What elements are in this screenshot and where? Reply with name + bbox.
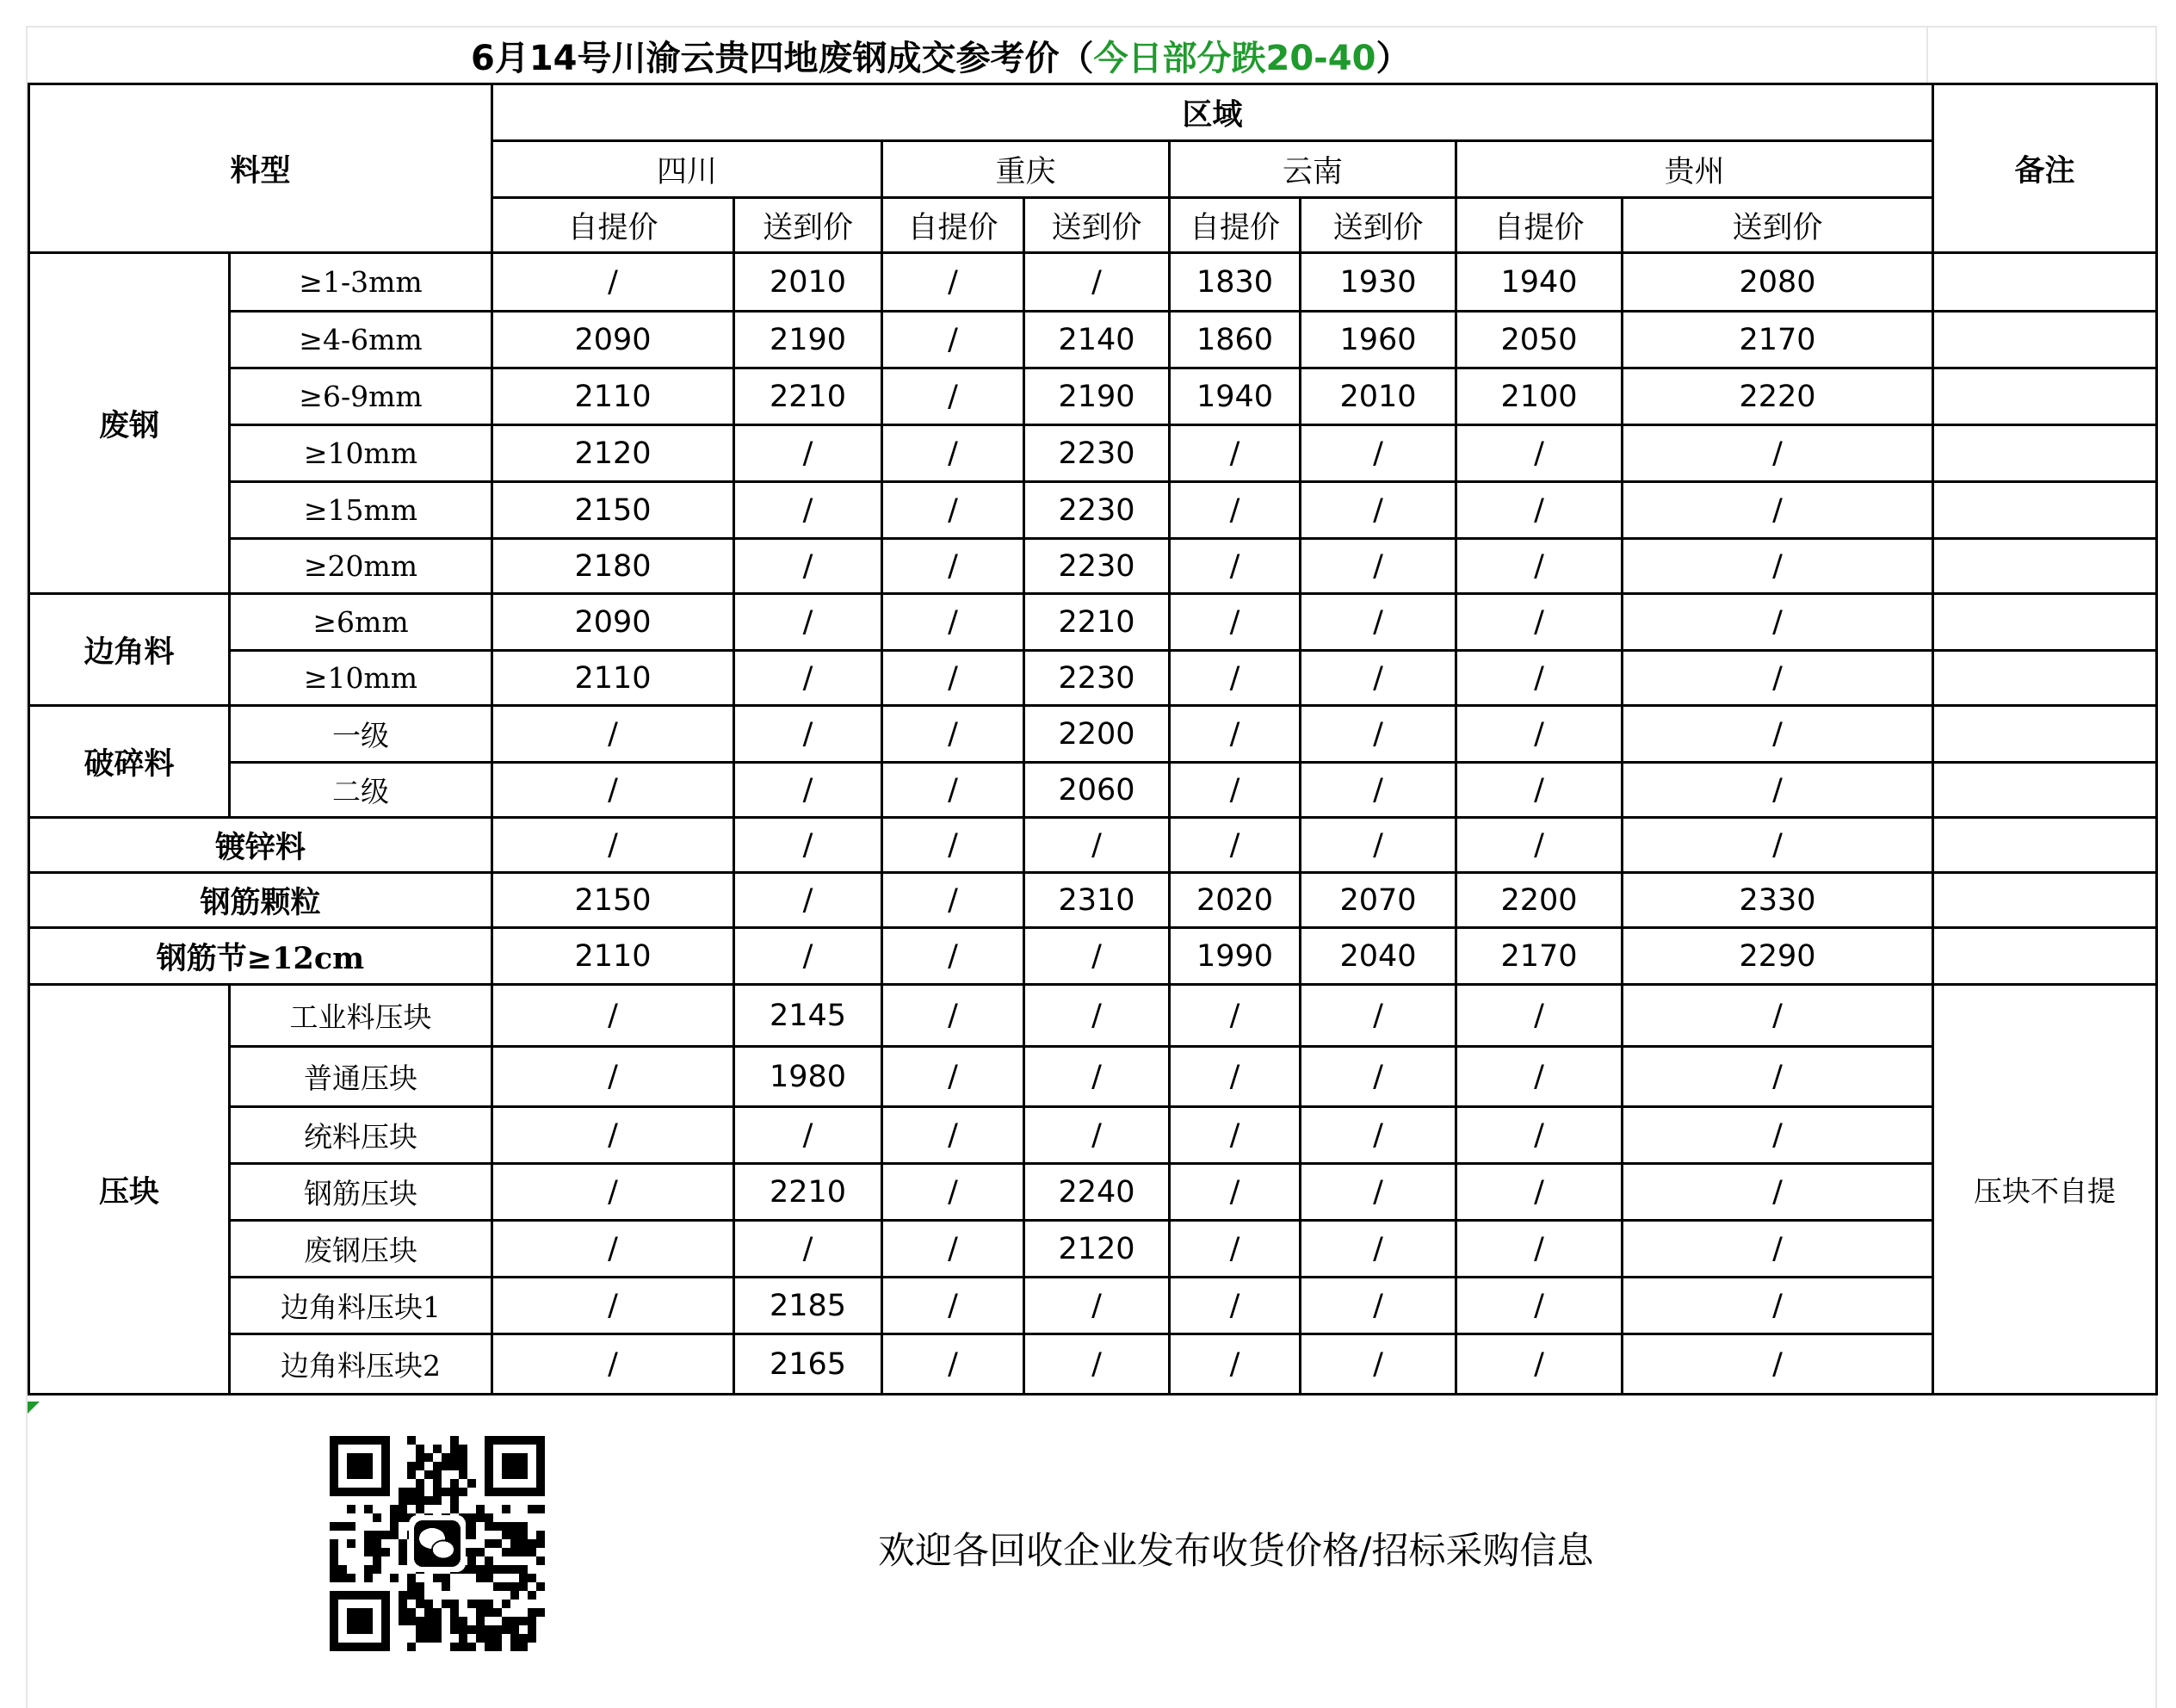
- price-cell: 2010: [1301, 368, 1456, 425]
- remarks-cell: [1933, 312, 2157, 368]
- price-cell: 2010: [734, 253, 882, 312]
- price-cell: 2240: [1024, 1164, 1170, 1221]
- material-type-cell: ≥1-3mm: [230, 253, 492, 312]
- table-row: [29, 1334, 2157, 1395]
- empty-price-cell: /: [1623, 594, 1933, 651]
- price-cell: 2230: [1024, 651, 1170, 706]
- empty-price-cell: /: [1301, 818, 1456, 873]
- material-type-cell: 边角料压块1: [230, 1278, 492, 1334]
- remarks-cell: [1933, 253, 2157, 312]
- empty-price-cell: /: [882, 1334, 1024, 1395]
- empty-price-cell: /: [734, 651, 882, 706]
- empty-price-cell: /: [1301, 763, 1456, 818]
- empty-price-cell: /: [492, 706, 734, 763]
- empty-price-cell: /: [1170, 1164, 1301, 1221]
- region-name: 四川: [492, 141, 882, 198]
- price-cell: 2040: [1301, 928, 1456, 985]
- empty-price-cell: /: [1623, 425, 1933, 482]
- price-cell: 1990: [1170, 928, 1301, 985]
- price-cell: 2230: [1024, 482, 1170, 539]
- empty-price-cell: /: [882, 425, 1024, 482]
- price-cell: 2290: [1623, 928, 1933, 985]
- material-type-cell: 普通压块: [230, 1047, 492, 1107]
- remarks-cell: [1933, 763, 2157, 818]
- remarks-cell: [1933, 928, 2157, 985]
- table-row: [29, 1221, 2157, 1278]
- empty-price-cell: /: [882, 312, 1024, 368]
- price-cell: 2210: [1024, 594, 1170, 651]
- empty-price-cell: /: [1623, 1334, 1933, 1395]
- price-cell: 2165: [734, 1334, 882, 1395]
- price-cell: 2020: [1170, 873, 1301, 928]
- empty-price-cell: /: [734, 873, 882, 928]
- empty-price-cell: /: [492, 985, 734, 1047]
- empty-price-cell: /: [1301, 1047, 1456, 1107]
- empty-price-cell: /: [1301, 594, 1456, 651]
- empty-price-cell: /: [1301, 985, 1456, 1047]
- category-cell: 边角料: [29, 594, 230, 706]
- table-row: [29, 1164, 2157, 1221]
- empty-price-cell: /: [492, 763, 734, 818]
- price-cell: 2190: [1024, 368, 1170, 425]
- empty-price-cell: /: [1170, 425, 1301, 482]
- price-cell: 2145: [734, 985, 882, 1047]
- empty-price-cell: /: [1456, 425, 1623, 482]
- material-type-cell: ≥20mm: [230, 539, 492, 594]
- delivered-header: 送到价: [734, 198, 882, 253]
- self-pickup-header: 自提价: [1456, 198, 1623, 253]
- empty-price-cell: /: [1170, 763, 1301, 818]
- empty-price-cell: /: [734, 706, 882, 763]
- empty-price-cell: /: [1170, 539, 1301, 594]
- empty-price-cell: /: [1623, 818, 1933, 873]
- material-type-cell: 一级: [230, 706, 492, 763]
- empty-price-cell: /: [492, 253, 734, 312]
- empty-price-cell: /: [1170, 651, 1301, 706]
- material-type-cell: 废钢压块: [230, 1221, 492, 1278]
- empty-price-cell: /: [1456, 539, 1623, 594]
- empty-price-cell: /: [1623, 482, 1933, 539]
- self-pickup-header: 自提价: [492, 198, 734, 253]
- footer-message: 欢迎各回收企业发布收货价格/招标采购信息: [878, 1530, 1594, 1573]
- empty-price-cell: /: [1456, 763, 1623, 818]
- remarks-header: 备注: [1933, 84, 2157, 253]
- table-row: [29, 651, 2157, 706]
- price-table: [28, 83, 2158, 1395]
- price-cell: 2090: [492, 312, 734, 368]
- material-type-header: 料型: [29, 84, 492, 253]
- empty-price-cell: /: [1170, 482, 1301, 539]
- remarks-cell: [1933, 425, 2157, 482]
- empty-price-cell: /: [882, 539, 1024, 594]
- empty-price-cell: /: [734, 928, 882, 985]
- empty-price-cell: /: [492, 1107, 734, 1164]
- empty-price-cell: /: [1623, 651, 1933, 706]
- empty-price-cell: /: [1456, 818, 1623, 873]
- empty-price-cell: /: [1170, 706, 1301, 763]
- remarks-cell: [1933, 594, 2157, 651]
- self-pickup-header: 自提价: [1170, 198, 1301, 253]
- empty-price-cell: /: [1170, 1334, 1301, 1395]
- empty-price-cell: /: [882, 985, 1024, 1047]
- empty-price-cell: /: [1024, 253, 1170, 312]
- empty-price-cell: /: [492, 1047, 734, 1107]
- category-cell: 钢筋颗粒: [29, 873, 492, 928]
- category-cell: 镀锌料: [29, 818, 492, 873]
- region-name: 云南: [1170, 141, 1456, 198]
- empty-price-cell: /: [734, 594, 882, 651]
- price-cell: 2330: [1623, 873, 1933, 928]
- empty-price-cell: /: [882, 818, 1024, 873]
- category-cell: 压块: [29, 985, 230, 1395]
- empty-price-cell: /: [882, 1221, 1024, 1278]
- empty-price-cell: /: [1623, 1107, 1933, 1164]
- remarks-cell: [1933, 482, 2157, 539]
- table-row: [29, 928, 2157, 985]
- empty-price-cell: /: [1170, 1107, 1301, 1164]
- empty-price-cell: /: [492, 1278, 734, 1334]
- empty-price-cell: /: [1456, 1047, 1623, 1107]
- empty-price-cell: /: [1024, 985, 1170, 1047]
- empty-price-cell: /: [734, 1221, 882, 1278]
- empty-price-cell: /: [1301, 651, 1456, 706]
- empty-price-cell: /: [1024, 1334, 1170, 1395]
- empty-price-cell: /: [1301, 482, 1456, 539]
- material-type-cell: 工业料压块: [230, 985, 492, 1047]
- empty-price-cell: /: [1456, 1278, 1623, 1334]
- price-cell: 2110: [492, 928, 734, 985]
- empty-price-cell: /: [1301, 706, 1456, 763]
- delivered-header: 送到价: [1301, 198, 1456, 253]
- price-cell: 2080: [1623, 253, 1933, 312]
- table-row: [29, 1107, 2157, 1164]
- price-cell: 1860: [1170, 312, 1301, 368]
- price-cell: 2110: [492, 368, 734, 425]
- empty-price-cell: /: [1623, 1047, 1933, 1107]
- wechat-icon: [414, 1520, 461, 1567]
- empty-price-cell: /: [882, 1107, 1024, 1164]
- price-cell: 2070: [1301, 873, 1456, 928]
- empty-price-cell: /: [882, 482, 1024, 539]
- price-cell: 1930: [1301, 253, 1456, 312]
- table-row: [29, 539, 2157, 594]
- empty-price-cell: /: [1623, 763, 1933, 818]
- category-cell: 废钢: [29, 253, 230, 594]
- table-row: [29, 368, 2157, 425]
- remarks-cell: [1933, 651, 2157, 706]
- region-name: 重庆: [882, 141, 1170, 198]
- price-cell: 2200: [1456, 873, 1623, 928]
- empty-price-cell: /: [1456, 985, 1623, 1047]
- material-type-cell: ≥10mm: [230, 651, 492, 706]
- price-cell: 1830: [1170, 253, 1301, 312]
- self-pickup-header: 自提价: [882, 198, 1024, 253]
- price-cell: 1940: [1170, 368, 1301, 425]
- empty-price-cell: /: [1301, 1107, 1456, 1164]
- empty-price-cell: /: [1456, 651, 1623, 706]
- material-type-cell: ≥6mm: [230, 594, 492, 651]
- price-cell: 2210: [734, 1164, 882, 1221]
- empty-price-cell: /: [1623, 1221, 1933, 1278]
- empty-price-cell: /: [734, 818, 882, 873]
- table-row: [29, 985, 2157, 1047]
- price-cell: 2150: [492, 482, 734, 539]
- price-cell: 1940: [1456, 253, 1623, 312]
- region-name: 贵州: [1456, 141, 1933, 198]
- empty-price-cell: /: [1456, 1164, 1623, 1221]
- empty-price-cell: /: [882, 1047, 1024, 1107]
- empty-price-cell: /: [1301, 1334, 1456, 1395]
- empty-price-cell: /: [1456, 706, 1623, 763]
- empty-price-cell: /: [1623, 706, 1933, 763]
- price-cell: 2230: [1024, 539, 1170, 594]
- empty-price-cell: /: [734, 763, 882, 818]
- material-type-cell: ≥15mm: [230, 482, 492, 539]
- empty-price-cell: /: [492, 1221, 734, 1278]
- title-highlight: 今日部分跌20-40: [1093, 39, 1376, 78]
- empty-price-cell: /: [1456, 1221, 1623, 1278]
- price-cell: 2140: [1024, 312, 1170, 368]
- empty-price-cell: /: [734, 539, 882, 594]
- price-cell: 2150: [492, 873, 734, 928]
- qr-code: [330, 1436, 545, 1651]
- table-row: [29, 425, 2157, 482]
- empty-price-cell: /: [1024, 1107, 1170, 1164]
- price-cell: 2210: [734, 368, 882, 425]
- category-cell: 破碎料: [29, 706, 230, 818]
- table-row: [29, 482, 2157, 539]
- cell-comment-marker: [28, 1402, 40, 1414]
- region-header: 区域: [492, 84, 1933, 141]
- material-type-cell: ≥6-9mm: [230, 368, 492, 425]
- remarks-cell: 压块不自提: [1933, 985, 2157, 1395]
- category-cell: 钢筋节≥12cm: [29, 928, 492, 985]
- empty-price-cell: /: [1170, 1278, 1301, 1334]
- empty-price-cell: /: [1301, 1278, 1456, 1334]
- empty-price-cell: /: [882, 594, 1024, 651]
- empty-price-cell: /: [882, 1164, 1024, 1221]
- empty-price-cell: /: [1623, 1278, 1933, 1334]
- empty-price-cell: /: [734, 425, 882, 482]
- table-row: [29, 706, 2157, 763]
- price-cell: 1960: [1301, 312, 1456, 368]
- empty-price-cell: /: [492, 1164, 734, 1221]
- price-cell: 2220: [1623, 368, 1933, 425]
- price-cell: 2090: [492, 594, 734, 651]
- empty-price-cell: /: [882, 368, 1024, 425]
- table-row: [29, 253, 2157, 312]
- price-cell: 2120: [1024, 1221, 1170, 1278]
- empty-price-cell: /: [1301, 1164, 1456, 1221]
- empty-price-cell: /: [882, 253, 1024, 312]
- empty-price-cell: /: [1301, 539, 1456, 594]
- empty-price-cell: /: [734, 482, 882, 539]
- remarks-cell: [1933, 818, 2157, 873]
- table-row: [29, 1278, 2157, 1334]
- sheet-gridline: [26, 26, 2157, 28]
- remarks-cell: [1933, 368, 2157, 425]
- empty-price-cell: /: [1623, 539, 1933, 594]
- price-cell: 2100: [1456, 368, 1623, 425]
- material-type-cell: ≥10mm: [230, 425, 492, 482]
- empty-price-cell: /: [882, 706, 1024, 763]
- empty-price-cell: /: [1024, 818, 1170, 873]
- price-cell: 2120: [492, 425, 734, 482]
- header-row: [29, 84, 2157, 141]
- price-cell: 2060: [1024, 763, 1170, 818]
- material-type-cell: 统料压块: [230, 1107, 492, 1164]
- price-cell: 2310: [1024, 873, 1170, 928]
- empty-price-cell: /: [1301, 1221, 1456, 1278]
- price-cell: 2200: [1024, 706, 1170, 763]
- table-row: [29, 312, 2157, 368]
- title-main: 6月14号川渝云贵四地废钢成交参考价（: [471, 39, 1094, 78]
- title-close: ）: [1375, 39, 1411, 78]
- empty-price-cell: /: [1456, 1107, 1623, 1164]
- table-row: [29, 818, 2157, 873]
- material-type-cell: 边角料压块2: [230, 1334, 492, 1395]
- empty-price-cell: /: [1024, 928, 1170, 985]
- table-row: [29, 873, 2157, 928]
- empty-price-cell: /: [492, 1334, 734, 1395]
- price-cell: 2110: [492, 651, 734, 706]
- remarks-cell: [1933, 539, 2157, 594]
- price-cell: 1980: [734, 1047, 882, 1107]
- empty-price-cell: /: [1623, 985, 1933, 1047]
- empty-price-cell: /: [1301, 425, 1456, 482]
- price-cell: 2185: [734, 1278, 882, 1334]
- empty-price-cell: /: [1170, 1047, 1301, 1107]
- price-cell: 2170: [1456, 928, 1623, 985]
- page-title: [28, 34, 2155, 83]
- price-cell: 2190: [734, 312, 882, 368]
- material-type-cell: ≥4-6mm: [230, 312, 492, 368]
- empty-price-cell: /: [1170, 594, 1301, 651]
- empty-price-cell: /: [1024, 1278, 1170, 1334]
- price-cell: 2180: [492, 539, 734, 594]
- price-cell: 2230: [1024, 425, 1170, 482]
- empty-price-cell: /: [1170, 985, 1301, 1047]
- empty-price-cell: /: [1456, 482, 1623, 539]
- empty-price-cell: /: [882, 1278, 1024, 1334]
- table-row: [29, 1047, 2157, 1107]
- delivered-header: 送到价: [1623, 198, 1933, 253]
- empty-price-cell: /: [1623, 1164, 1933, 1221]
- empty-price-cell: /: [1024, 1047, 1170, 1107]
- remarks-cell: [1933, 706, 2157, 763]
- material-type-cell: 二级: [230, 763, 492, 818]
- empty-price-cell: /: [1170, 818, 1301, 873]
- empty-price-cell: /: [492, 818, 734, 873]
- remarks-cell: [1933, 873, 2157, 928]
- table-row: [29, 763, 2157, 818]
- delivered-header: 送到价: [1024, 198, 1170, 253]
- table-row: [29, 594, 2157, 651]
- empty-price-cell: /: [1170, 1221, 1301, 1278]
- empty-price-cell: /: [734, 1107, 882, 1164]
- material-type-cell: 钢筋压块: [230, 1164, 492, 1221]
- empty-price-cell: /: [1456, 594, 1623, 651]
- empty-price-cell: /: [882, 873, 1024, 928]
- price-cell: 2170: [1623, 312, 1933, 368]
- empty-price-cell: /: [882, 928, 1024, 985]
- empty-price-cell: /: [882, 651, 1024, 706]
- price-cell: 2050: [1456, 312, 1623, 368]
- empty-price-cell: /: [1456, 1334, 1623, 1395]
- empty-price-cell: /: [882, 763, 1024, 818]
